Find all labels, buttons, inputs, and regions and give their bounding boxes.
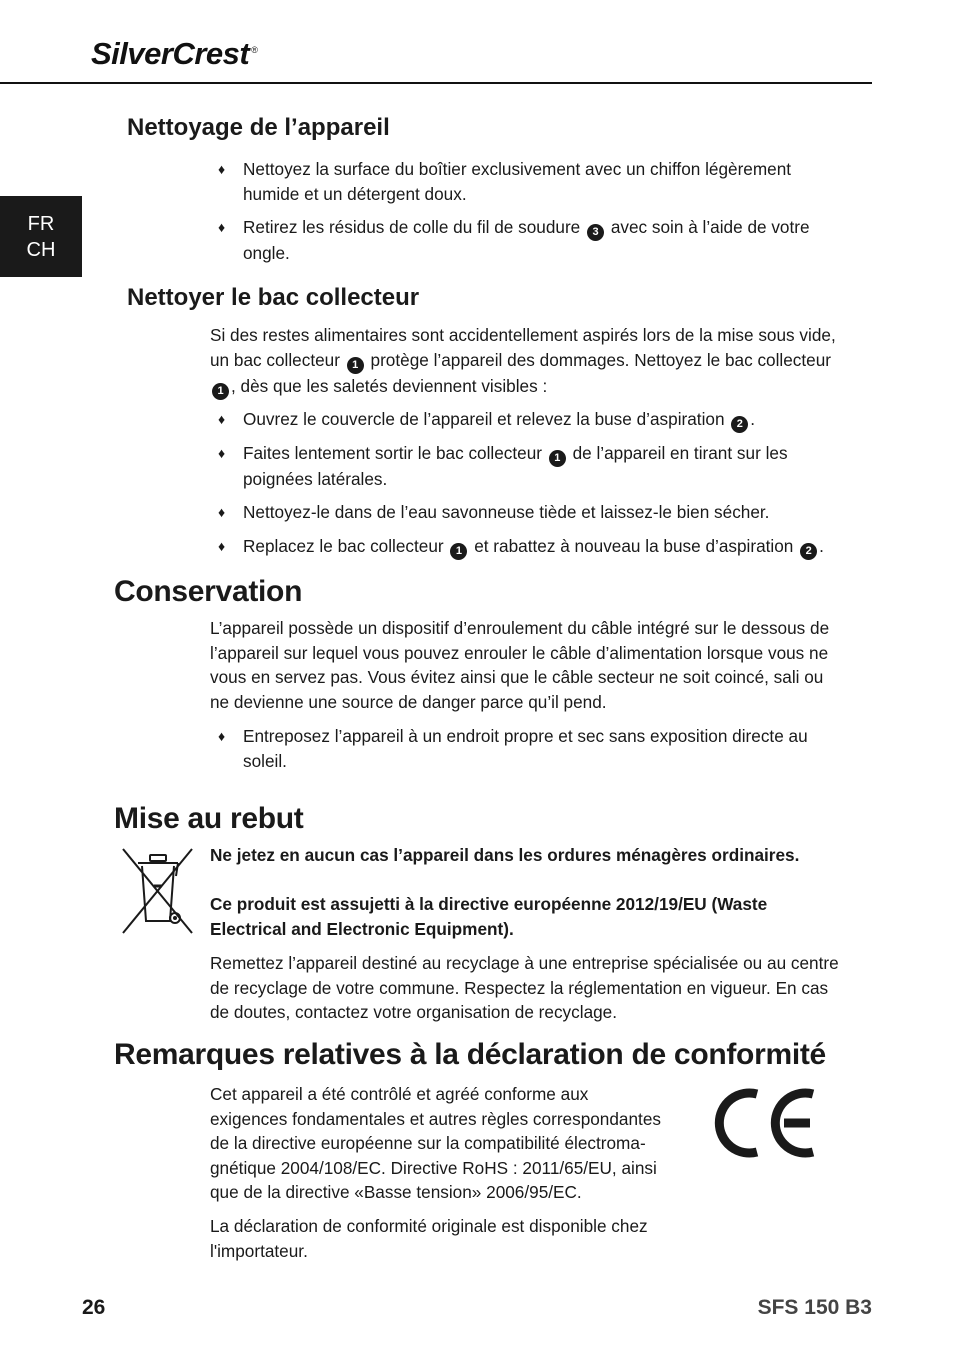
part-number-badge: 2: [731, 416, 748, 433]
list-item: [218, 441, 842, 491]
list-item-text: Replacez le bac collecteur 1 et rabattez à nouveau la buse d’aspiration 2 .: [243, 534, 842, 560]
list-item-text: Faites lentement sortir le bac collecteur 1 de l’appareil en tirant sur les poignées latérales.: [243, 443, 788, 489]
list-item-text: Retirez les résidus de colle du fil de soudure 3 avec soin à l’aide de votre ongle.: [243, 217, 810, 263]
part-number-badge: 3: [587, 224, 604, 241]
list-item-text: Nettoyez la surface du boîtier exclusivement avec un chiffon légèrement humide et un détergent doux.: [243, 159, 792, 204]
section-title-cleaning: Nettoyage de l’appareil: [127, 114, 390, 141]
conformity-availability: La déclaration de conformité originale est disponible chez l'importateur.: [210, 1216, 648, 1261]
registered-mark: ®: [251, 44, 258, 55]
list-item: [218, 157, 842, 207]
list-item-text: Ouvrez le couvercle de l’appareil et relevez la buse d’aspiration 2 .: [243, 407, 842, 433]
diamond-bullet-icon: ♦: [218, 161, 226, 177]
diamond-bullet-icon: ♦: [218, 445, 226, 461]
part-number-badge: 1: [212, 383, 229, 400]
language-code: FR: [27, 212, 55, 235]
section-title-conformity: Remarques relatives à la déclaration de conformité: [114, 1038, 826, 1071]
model-number: SFS 150 B3: [757, 1296, 872, 1319]
part-number-badge: 2: [800, 543, 817, 560]
list-item-text: Entreposez l’appareil à un endroit propre et sec sans exposition directe au soleil.: [243, 726, 808, 771]
diamond-bullet-icon: ♦: [218, 728, 226, 744]
list-item-text: Nettoyez-le dans de l’eau savonneuse tiède et laissez-le bien sécher.: [243, 502, 770, 522]
diamond-bullet-icon: ♦: [218, 219, 226, 235]
section-title-collector: Nettoyer le bac collecteur: [127, 284, 420, 311]
part-number-badge: 1: [549, 450, 566, 467]
weee-directive-note: Ce produit est assujetti à la directive européenne 2012/19/EU (Waste Electrical and Electronic Equipment).: [210, 894, 768, 939]
list-item: [218, 724, 842, 774]
list-item: [218, 500, 842, 526]
collector-intro: Si des restes alimentaires sont accidentellement aspirés lors de la mise sous vide, un bac collecteur 1 protège l’appareil des dommages. Nettoyez le bac collecteur 1 , dès que les saletés deviennent visibles :: [210, 323, 842, 400]
storage-paragraph: L’appareil possède un dispositif d’enroulement du câble intégré sur le dessous de l’appareil sur lequel vous pouvez enrouler le câble d’alimentation lorsque vous ne vous en servez pas. Vous évitez ainsi que le câble secteur ne soit coincé, sali ou ne devienne une source de danger parce qu’il pend.: [210, 618, 830, 712]
country-code: CH: [26, 238, 56, 261]
diamond-bullet-icon: ♦: [218, 504, 226, 520]
list-item: [218, 215, 842, 265]
brand-logo: [91, 36, 257, 72]
part-number-badge: 1: [450, 543, 467, 560]
conformity-paragraph: Cet appareil a été contrôlé et agréé conforme aux exigences fondamentales et autres règles correspondantes de la directive européenne sur la compatibilité électromagnétique 2004/108/EC. Directive RoHS : 2011/65/EU, ainsi que de la directive «Basse tension» 2006/95/EC.: [210, 1084, 661, 1202]
disposal-paragraph: Remettez l’appareil destiné au recyclage à une entreprise spécialisée ou au centre de recyclage de votre commune. Respectez la réglementation en vigueur. En cas de doutes, contactez votre organisation de recyclage.: [210, 953, 839, 1022]
brand-name: SilverCrest: [91, 36, 250, 71]
list-item: [218, 534, 842, 560]
section-title-disposal: Mise au rebut: [114, 802, 304, 835]
language-tab: [0, 196, 82, 277]
section-title-storage: Conservation: [114, 575, 303, 608]
list-item: [218, 407, 842, 433]
page-number: 26: [82, 1296, 106, 1319]
part-number-badge: 1: [347, 357, 364, 374]
ce-mark-icon: [710, 1086, 818, 1160]
header-divider: [0, 82, 872, 84]
weee-bin-icon: [120, 846, 196, 936]
diamond-bullet-icon: ♦: [218, 411, 226, 427]
disposal-warning: Ne jetez en aucun cas l’appareil dans les ordures ménagères ordinaires.: [210, 845, 800, 865]
diamond-bullet-icon: ♦: [218, 538, 226, 554]
